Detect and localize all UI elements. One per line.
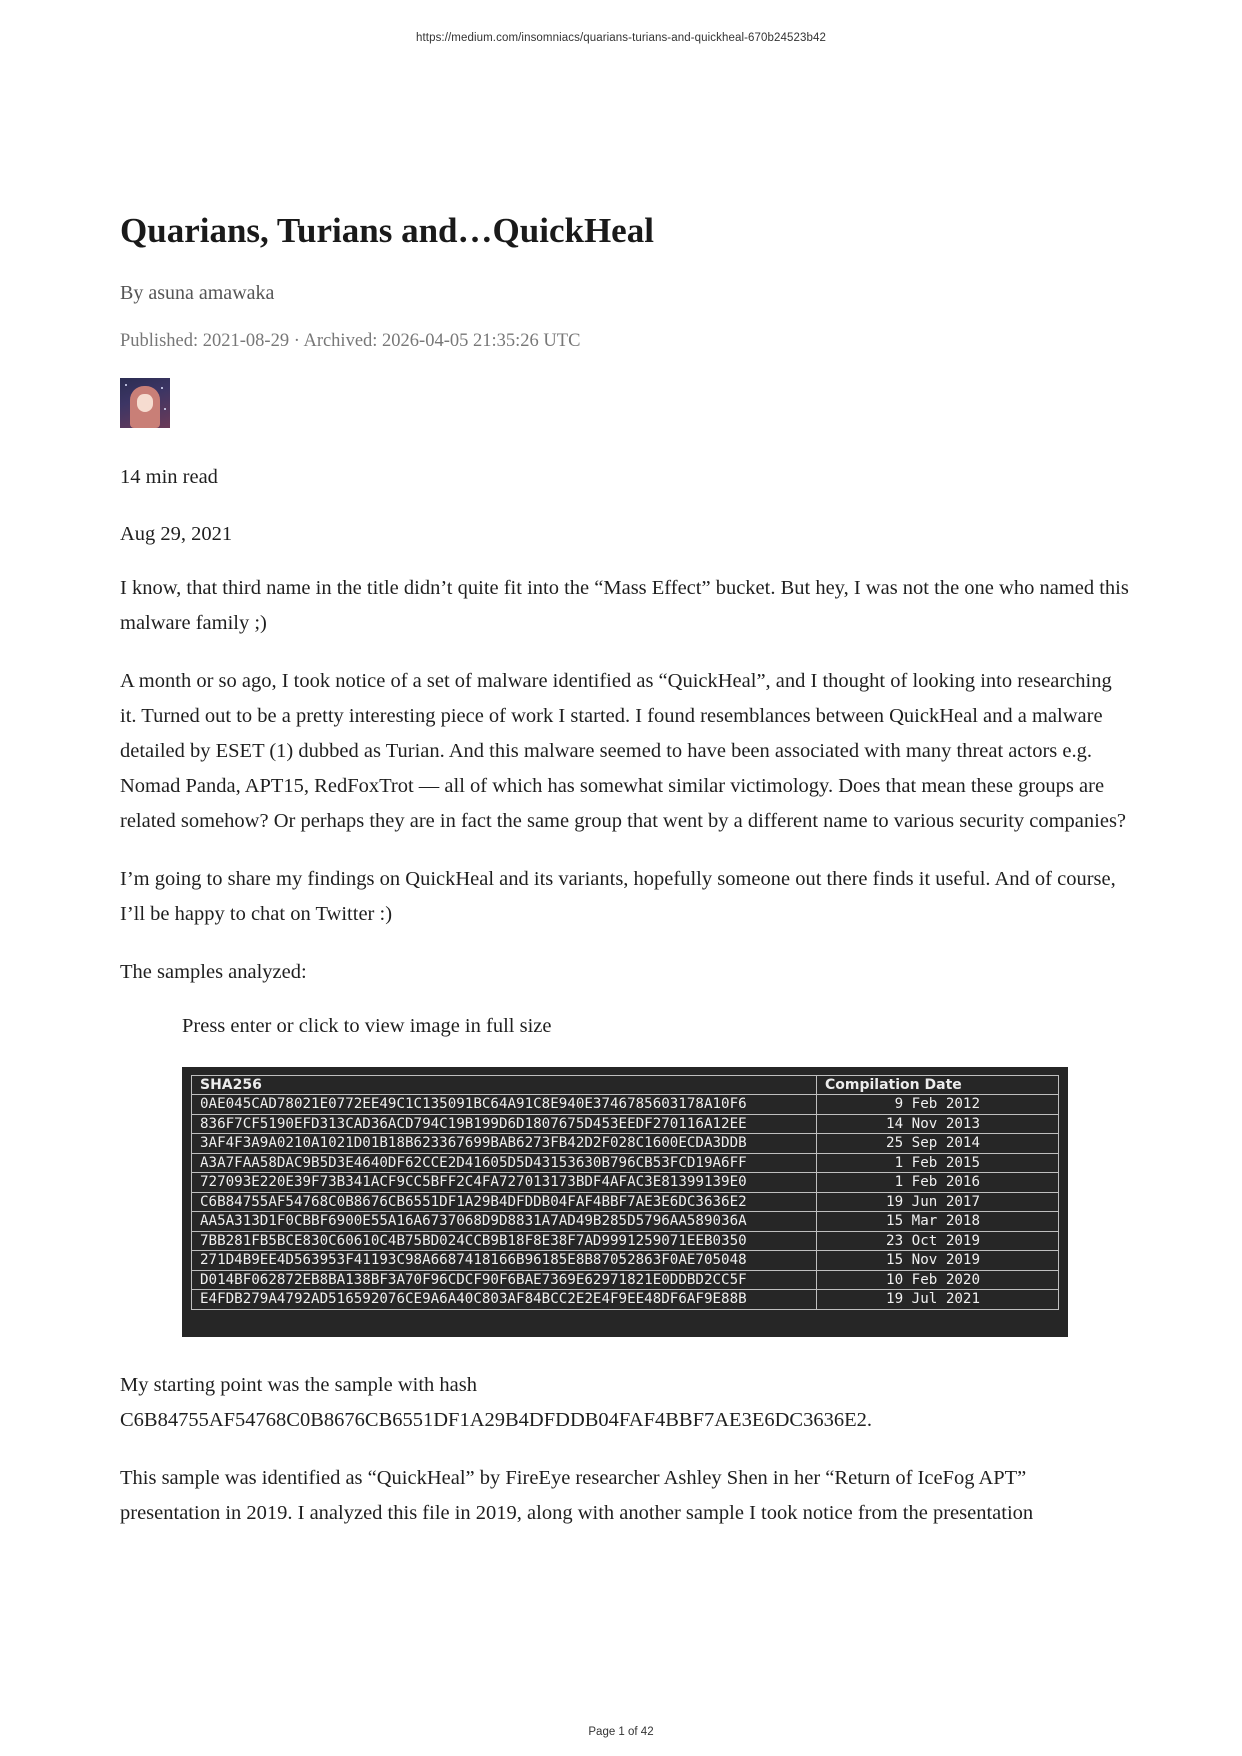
- author-byline: By asuna amawaka: [120, 282, 275, 304]
- column-header-compilation-date: Compilation Date: [817, 1075, 1059, 1095]
- image-caption[interactable]: Press enter or click to view image in full size: [182, 1015, 552, 1038]
- paragraph: My starting point was the sample with hash C6B84755AF54768C0B8676CB6551DF1A29B4DFDDB04FAF4BBF7AE3E6DC3636E2.: [120, 1373, 872, 1431]
- column-header-sha256: SHA256: [192, 1075, 817, 1095]
- hash-cell: C6B84755AF54768C0B8676CB6551DF1A29B4DFDDB04FAF4BBF7AE3E6DC3636E2: [192, 1192, 817, 1212]
- date-cell: 14 Nov 2013: [817, 1114, 1059, 1134]
- date-cell: 1 Feb 2016: [817, 1173, 1059, 1193]
- publish-info: Published: 2021-08-29 · Archived: 2026-04-05 21:35:26 UTC: [120, 331, 581, 351]
- table-row: [192, 1251, 1059, 1271]
- table-row: [192, 1114, 1059, 1134]
- avatar-star: [125, 384, 127, 386]
- hash-cell: 727093E220E39F73B341ACF9CC5BFF2C4FA727013173BDF4AFAC3E81399139E0: [192, 1173, 817, 1193]
- page-number: Page 1 of 42: [588, 1726, 654, 1738]
- date-cell: 19 Jun 2017: [817, 1192, 1059, 1212]
- hash-cell: 836F7CF5190EFD313CAD36ACD794C19B199D6D1807675D453EEDF270116A12EE: [192, 1114, 817, 1134]
- date-cell: 1 Feb 2015: [817, 1153, 1059, 1173]
- paragraph: A month or so ago, I took notice of a set of malware identified as “QuickHeal”, and I thought of looking into researching it. Turned out to be a pretty interesting piece of work I started. I found resemblances between QuickHeal and a malware detailed by ESET (1) dubbed as Turian. And this malware seemed to have been associated with many threat actors e.g. Nomad Panda, APT15, RedFoxTrot — all of which has somewhat similar victimology. Does that mean these groups are related somehow? Or perhaps they are in fact the same group that went by a different name to various security companies?: [120, 670, 1127, 833]
- table-row: [192, 1173, 1059, 1193]
- hash-cell: 7BB281FB5BCE830C60610C4B75BD024CCB9B18F8E38F7AD9991259071EEB0350: [192, 1231, 817, 1251]
- table-row: [192, 1212, 1059, 1232]
- read-time: 14 min read: [120, 466, 218, 488]
- date-cell: 9 Feb 2012: [817, 1095, 1059, 1115]
- article: [120, 210, 1130, 1531]
- avatar-face: [137, 394, 153, 412]
- hash-cell: 3AF4F3A9A0210A1021D01B18B623367699BAB6273FB42D2F028C1600ECDA3DDB: [192, 1134, 817, 1154]
- article-title: Quarians, Turians and…QuickHeal: [120, 211, 654, 250]
- paragraph: This sample was identified as “QuickHeal” by FireEye researcher Ashley Shen in her “Return of IceFog APT” presentation in 2019. I analyzed this file in 2019, along with another sample I took notice from the presentation: [120, 1466, 1034, 1524]
- table-header-row: [192, 1075, 1059, 1095]
- samples-table-image[interactable]: [182, 1067, 1068, 1337]
- hash-cell: E4FDB279A4792AD516592076CE9A6A40C803AF84BCC2E2E4F9EE48DF6AF9E88B: [192, 1290, 817, 1310]
- avatar-star: [161, 387, 163, 389]
- table-row: [192, 1095, 1059, 1115]
- table-row: [192, 1192, 1059, 1212]
- hash-cell: 0AE045CAD78021E0772EE49C1C135091BC64A91C8E940E3746785603178A10F6: [192, 1095, 817, 1115]
- date-cell: 15 Nov 2019: [817, 1251, 1059, 1271]
- paragraph: The samples analyzed:: [120, 961, 307, 984]
- samples-table: [191, 1075, 1059, 1310]
- article-date: Aug 29, 2021: [120, 522, 233, 545]
- hash-cell: D014BF062872EB8BA138BF3A70F96CDCF90F6BAE7369E62971821E0DDBD2CC5F: [192, 1270, 817, 1290]
- avatar-star: [164, 408, 166, 410]
- hash-cell: 271D4B9EE4D563953F41193C98A6687418166B96185E8B87052863F0AE705048: [192, 1251, 817, 1271]
- author-avatar[interactable]: [120, 378, 170, 428]
- date-cell: 19 Jul 2021: [817, 1290, 1059, 1310]
- date-cell: 15 Mar 2018: [817, 1212, 1059, 1232]
- table-row: [192, 1270, 1059, 1290]
- date-cell: 25 Sep 2014: [817, 1134, 1059, 1154]
- hash-cell: AA5A313D1F0CBBF6900E55A16A6737068D9D8831A7AD49B285D5796AA589036A: [192, 1212, 817, 1232]
- date-cell: 23 Oct 2019: [817, 1231, 1059, 1251]
- date-cell: 10 Feb 2020: [817, 1270, 1059, 1290]
- table-row: [192, 1153, 1059, 1173]
- paragraph: I’m going to share my findings on QuickHeal and its variants, hopefully someone out there finds it useful. And of course, I’ll be happy to chat on Twitter :): [120, 868, 1116, 926]
- table-row: [192, 1290, 1059, 1310]
- table-row: [192, 1134, 1059, 1154]
- hash-cell: A3A7FAA58DAC9B5D3E4640DF62CCE2D41605D5D43153630B796CB53FCD19A6FF: [192, 1153, 817, 1173]
- paragraph: I know, that third name in the title didn’t quite fit into the “Mass Effect” bucket. But hey, I was not the one who named this malware family ;): [120, 577, 1129, 635]
- page-url-header: https://medium.com/insomniacs/quarians-turians-and-quickheal-670b24523b42: [415, 32, 827, 44]
- table-row: [192, 1231, 1059, 1251]
